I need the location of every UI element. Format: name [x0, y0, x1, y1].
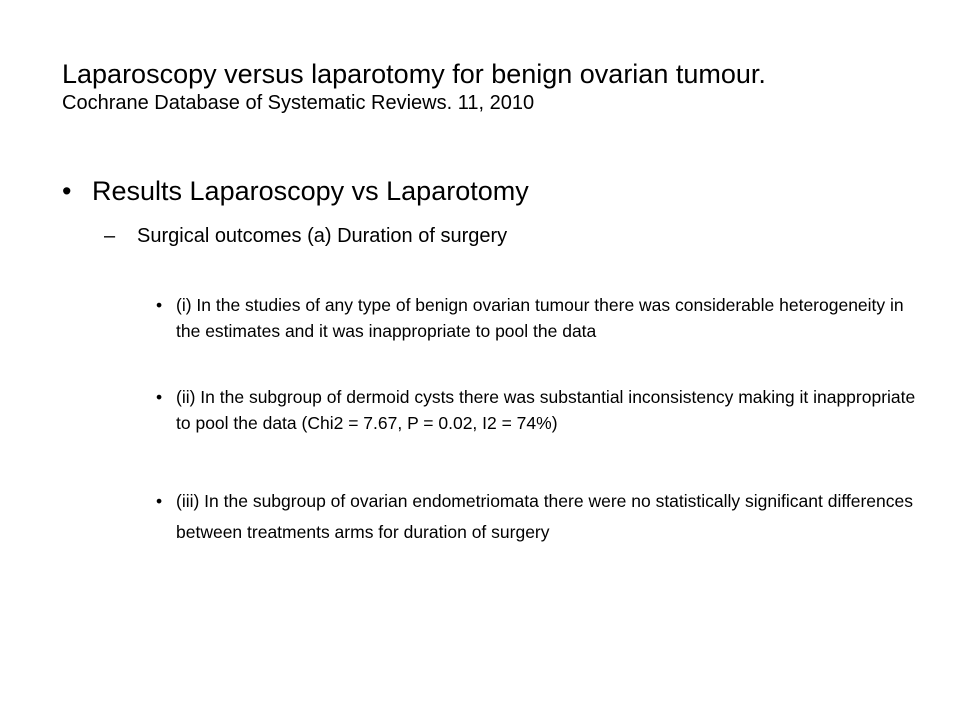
bullet-marker: •	[156, 491, 163, 511]
bullet-marker: •	[156, 295, 163, 315]
bullet-level2-text: Surgical outcomes (a) Duration of surgery	[137, 225, 508, 247]
bullet-level3-text: (ii) In the subgroup of dermoid cysts there was substantial inconsistency making it inappropriate to pool the data (Chi2 = 7.67, P = 0.02, I2 = 74%)	[176, 387, 916, 433]
bullet-level1-text: Results Laparoscopy vs Laparotomy	[92, 176, 529, 206]
bullet-level2	[104, 222, 924, 250]
bullet-level3-item	[156, 486, 916, 548]
bullet-level3-text: (i) In the studies of any type of benign ovarian tumour there was considerable heterogeneity in the estimates and it was inappropriate to pool the data	[176, 295, 904, 341]
bullet-level1	[62, 174, 922, 208]
bullet-marker: •	[62, 176, 72, 206]
bullet-level3-item	[156, 384, 916, 436]
slide-title: Laparoscopy versus laparotomy for benign ovarian tumour.	[62, 59, 766, 89]
bullet-marker: •	[156, 387, 163, 407]
title-block	[62, 58, 922, 116]
bullet-level3-text: (iii) In the subgroup of ovarian endometriomata there were no statistically significant differences between treatments arms for duration of surgery	[176, 491, 913, 542]
citation: Cochrane Database of Systematic Reviews. 11, 2010	[62, 92, 535, 114]
dash-marker: –	[104, 225, 116, 247]
bullet-level3-item	[156, 292, 916, 344]
